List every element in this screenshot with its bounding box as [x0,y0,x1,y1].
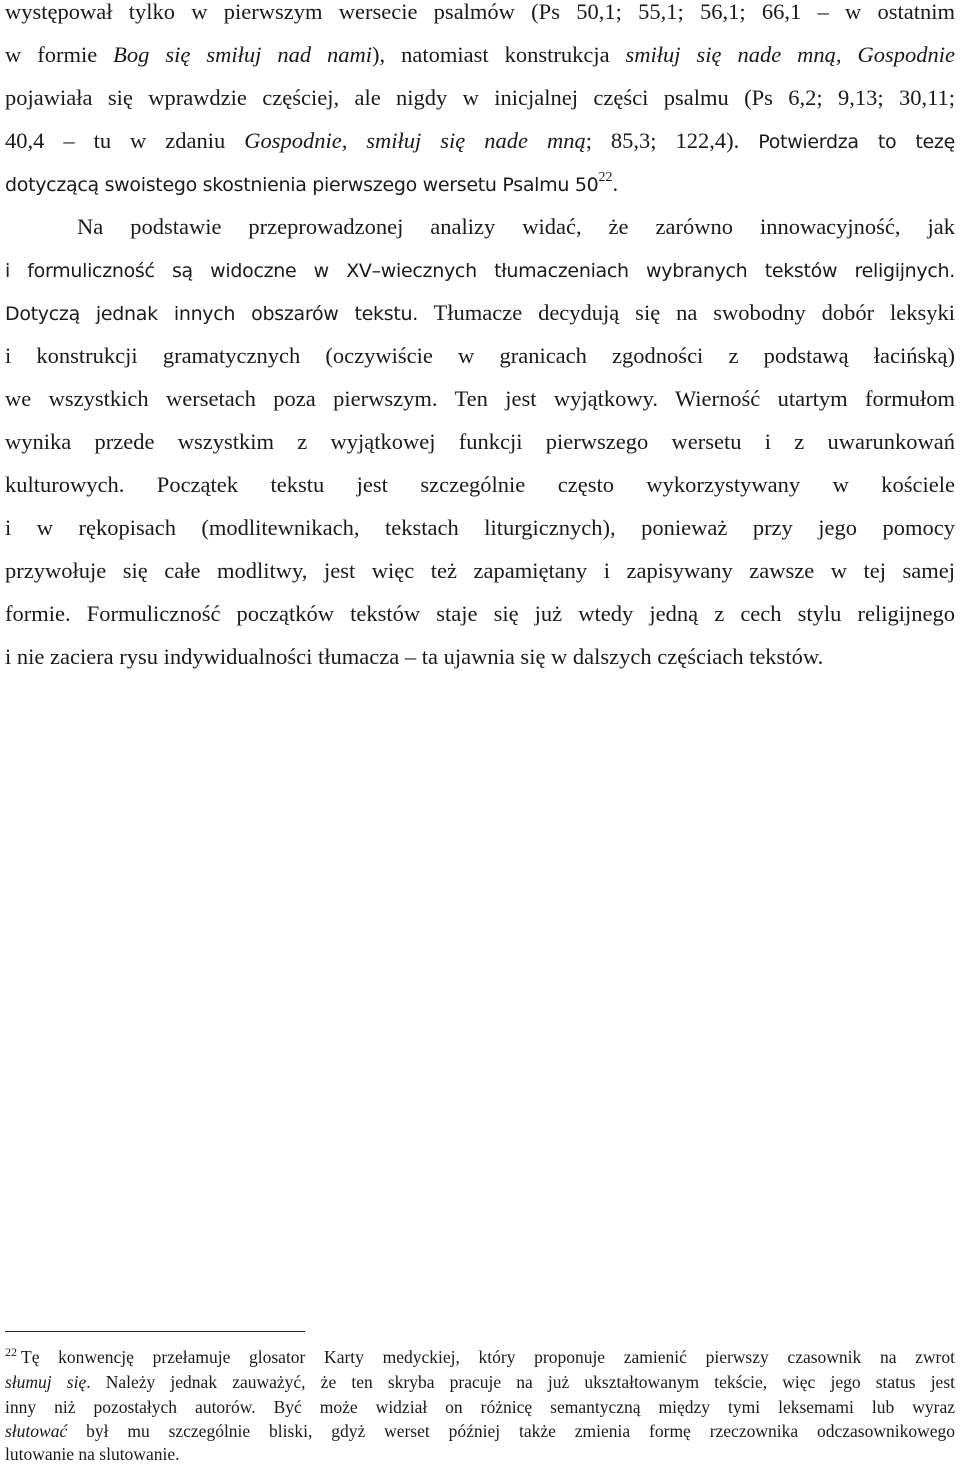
text-run: kulturowych. Początek tekstu jest szczególnie często wykorzystywany w kościele [5,472,955,497]
text-run: i nie zaciera rysu indywidualności tłumacza – ta ujawnia się w dalszych częściach tekstów. [5,644,824,669]
text-run: lutowanie na slutowanie. [5,1444,180,1464]
paragraph-line [5,341,955,371]
text-run: i formuliczność są widoczne w XV–wiecznych tłumaczeniach wybranych tekstów religijnych. [5,260,955,282]
text-run: inny niż pozostałych autorów. Być może widział on różnicę semantyczną między tymi leksemami lub wyraz [5,1397,955,1417]
text-run: przywołuje się całe modlitwy, jest więc też zapamiętany i zapisywany zawsze w tej samej [5,558,955,583]
paragraph-line [5,599,955,629]
text-run: Tę konwencję przełamuje glosator Karty medyckiej, który proponuje zamienić pierwszy czasownik na zwrot [21,1347,955,1367]
text-run: ; 85,3; 122,4). [585,128,759,153]
paragraph-line [5,298,955,329]
text-run: ), natomiast konstrukcja [372,42,626,67]
footnote-line [5,1371,955,1393]
quote-italic: Gospodnie, smiłuj się nade mną [244,128,586,153]
quote-italic: Bog się smiłuj nad nami [113,42,373,67]
text-run: Na podstawie przeprowadzonej analizy widać, że zarówno innowacyjność, jak [77,214,955,239]
text-run: Tłumacze decydują się na swobodny dobór leksyki [418,300,955,325]
paragraph-line [5,83,955,113]
paragraph-line [5,384,955,414]
text-run: wynika przede wszystkim z wyjątkowej funkcji pierwszego wersetu i z uwarunkowań [5,429,955,454]
text-run: . Należy jednak zauważyć, że ten skryba pracuje na już ukształtowanym tekście, więc jego status jest [86,1372,955,1392]
paragraph-line [5,169,955,203]
text-run: dotyczącą swoistego skostnienia pierwszego wersetu Psalmu 50 [5,174,599,196]
text-run: . [612,171,619,196]
paragraph-line [5,212,955,242]
text-run: Potwierdza to tezę [758,131,955,153]
paragraph-line [5,556,955,586]
text-run: w formie [5,42,114,67]
footnote-separator [5,1331,305,1332]
quote-italic: smiłuj się nade mną, Gospodnie [625,42,956,67]
text-run: i w rękopisach (modlitewnikach, tekstach liturgicznych), ponieważ przy jego pomocy [5,515,955,540]
footnote-line [5,1346,955,1370]
paragraph-line [5,40,955,70]
text-run: we wszystkich wersetach poza pierwszym. Ten jest wyjątkowy. Wierność utartym formułom [5,386,955,411]
text-run: formie. Formuliczność początków tekstów staje się już wtedy jedną z cech stylu religijnego [5,601,955,626]
footnote-reference[interactable]: 22 [598,170,613,185]
text-run: Dotyczą jednak innych obszarów tekstu. [5,303,418,325]
paragraph-line [5,470,955,500]
paragraph-line [5,126,955,157]
text-run: występował tylko w pierwszym wersecie psalmów (Ps 50,1; 55,1; 56,1; 66,1 – w ostatnim [5,0,955,24]
quote-italic: słuтuj się [5,1372,87,1392]
text-run: i konstrukcji gramatycznych (oczywiście w granicach zgodności z podstawą łacińską) [5,343,955,368]
footnote-line [5,1396,955,1418]
footnote-line [5,1420,955,1442]
paragraph-line [5,427,955,457]
paragraph-line [5,0,955,27]
text-run: był mu szczególnie bliski, gdyż werset później także zmienia formę rzeczownika odczasownikowego [67,1421,955,1441]
text-run: 40,4 – tu w zdaniu [5,128,245,153]
footnote-number: 22 [5,1345,17,1359]
paragraph-line [5,255,955,286]
quote-italic: słutować [5,1421,68,1441]
paragraph-line [5,642,955,672]
text-run: pojawiała się wprawdzie częściej, ale nigdy w inicjalnej części psalmu (Ps 6,2; 9,13; 30,11; [5,85,955,110]
footnote-line [5,1443,955,1465]
paragraph-line [5,513,955,543]
